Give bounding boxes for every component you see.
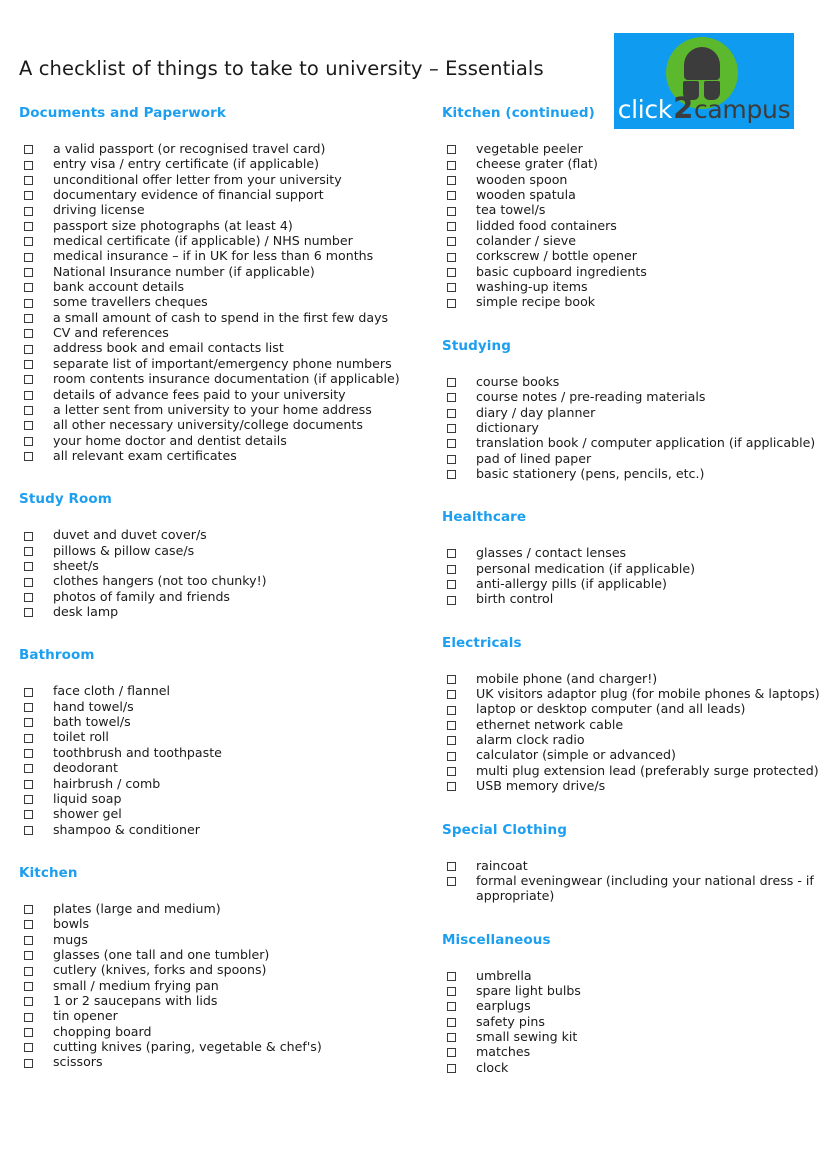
checkbox-icon[interactable] (24, 375, 33, 384)
checklist-item[interactable] (19, 433, 429, 448)
checklist-healthcare (442, 545, 824, 606)
checklist-item-label: a small amount of cash to spend in the first few days (53, 309, 389, 325)
checkbox-icon[interactable] (24, 593, 33, 602)
checklist-item[interactable] (442, 1044, 824, 1059)
checkbox-icon[interactable] (24, 406, 33, 415)
checklist-item-label: cutlery (knives, forks and spoons) (53, 962, 267, 978)
checkbox-icon[interactable] (24, 967, 33, 976)
checklist-item-label: raincoat (476, 857, 528, 873)
checklist-item-label: sheet/s (53, 558, 99, 574)
checklist-item-label: your home doctor and dentist details (53, 432, 287, 448)
checkbox-icon[interactable] (24, 951, 33, 960)
checkbox-icon[interactable] (447, 455, 456, 464)
checklist-item[interactable] (19, 901, 429, 916)
checkbox-icon[interactable] (447, 409, 456, 418)
checklist-item[interactable] (442, 701, 824, 716)
checkbox-icon[interactable] (24, 207, 33, 216)
checklist-item-label: anti-allergy pills (if applicable) (476, 575, 667, 591)
checklist-item-label: earplugs (476, 998, 531, 1014)
checkbox-icon[interactable] (447, 253, 456, 262)
checkbox-icon[interactable] (447, 862, 456, 871)
checkbox-icon[interactable] (447, 987, 456, 996)
checkbox-icon[interactable] (447, 565, 456, 574)
checklist-item[interactable] (19, 947, 429, 962)
checklist-item[interactable] (442, 279, 824, 294)
checkbox-icon[interactable] (24, 718, 33, 727)
checkbox-icon[interactable] (24, 578, 33, 587)
checklist-item-label: vegetable peeler (476, 141, 583, 156)
section-heading-special-clothing: Special Clothing (442, 821, 567, 838)
section-heading-kitchen-continued: Kitchen (continued) (442, 105, 595, 121)
checklist-item[interactable] (19, 776, 429, 791)
checklist-item[interactable] (442, 172, 824, 187)
checkbox-icon[interactable] (24, 1059, 33, 1068)
checklist-item-label: medical insurance – if in UK for less than 6 months (53, 248, 374, 264)
checklist-item[interactable] (19, 294, 429, 309)
checkbox-icon[interactable] (447, 378, 456, 387)
checkbox-icon[interactable] (447, 237, 456, 246)
checkbox-icon[interactable] (24, 452, 33, 461)
checklist-item[interactable] (442, 202, 824, 217)
checklist-item[interactable] (442, 998, 824, 1013)
checklist-item[interactable] (19, 264, 429, 279)
checkbox-icon[interactable] (447, 782, 456, 791)
checkbox-icon[interactable] (447, 283, 456, 292)
checkbox-icon[interactable] (447, 268, 456, 277)
checklist-item[interactable] (19, 699, 429, 714)
checkbox-icon[interactable] (24, 329, 33, 338)
checklist-item[interactable] (442, 873, 824, 904)
checklist-item[interactable] (19, 233, 429, 248)
checklist-item-label: simple recipe book (476, 294, 596, 310)
checklist-item[interactable] (19, 248, 429, 263)
checklist-item-label: calculator (simple or advanced) (476, 747, 676, 763)
checkbox-icon[interactable] (24, 826, 33, 835)
checklist-item-label: spare light bulbs (476, 982, 581, 998)
checklist-item-label: CV and references (53, 325, 169, 341)
checklist-item-label: scissors (53, 1054, 103, 1070)
checklist-item-label: formal eveningwear (including your national dress - if appropriate) (476, 872, 814, 904)
checklist-item[interactable] (442, 374, 824, 389)
checklist-item[interactable] (19, 527, 429, 542)
checklist-item[interactable] (19, 760, 429, 775)
checklist-item[interactable] (19, 187, 429, 202)
checklist-item-label: details of advance fees paid to your university (53, 386, 346, 402)
checkbox-icon[interactable] (24, 161, 33, 170)
logo-wordmark (614, 93, 794, 125)
checklist-item[interactable] (19, 714, 429, 729)
section-heading-kitchen: Kitchen (19, 864, 78, 881)
checklist-item[interactable] (19, 822, 429, 837)
checkbox-icon[interactable] (24, 268, 33, 277)
checklist-item[interactable] (442, 264, 824, 279)
checkbox-icon[interactable] (24, 982, 33, 991)
checkbox-icon[interactable] (24, 1043, 33, 1052)
checkbox-icon[interactable] (24, 1028, 33, 1037)
checklist-item-label: a letter sent from university to your home address (53, 401, 372, 417)
checklist-item-label: all other necessary university/college documents (53, 417, 363, 433)
checklist-miscellaneous (442, 968, 824, 1075)
checklist-item-label: shampoo & conditioner (53, 821, 200, 837)
checklist-item[interactable] (19, 417, 429, 432)
checklist-item[interactable] (442, 763, 824, 778)
checklist-item-label: photos of family and friends (53, 588, 230, 604)
checklist-item-label: hairbrush / comb (53, 775, 161, 791)
checklist-item-label: alarm clock radio (476, 732, 585, 748)
checklist-item[interactable] (442, 778, 824, 793)
checklist-item-label: personal medication (if applicable) (476, 560, 696, 576)
checklist-item[interactable] (442, 983, 824, 998)
checklist-item[interactable] (442, 747, 824, 762)
checklist-item[interactable] (19, 340, 429, 355)
checklist-item-label: dictionary (476, 419, 539, 435)
checklist-item[interactable] (19, 993, 429, 1008)
checkbox-icon[interactable] (447, 767, 456, 776)
checklist-item[interactable] (442, 233, 824, 248)
checklist-item-label: toilet roll (53, 729, 109, 745)
checklist-item[interactable] (19, 916, 429, 931)
checklist-item[interactable] (442, 451, 824, 466)
click2campus-logo (614, 33, 794, 129)
checklist-item-label: bowls (53, 916, 90, 932)
checklist-item-label: chopping board (53, 1023, 152, 1039)
page-title: A checklist of things to take to university – Essentials (19, 57, 544, 80)
checkbox-icon[interactable] (447, 721, 456, 730)
checkbox-icon[interactable] (447, 191, 456, 200)
checklist-item-label: 1 or 2 saucepans with lids (53, 993, 218, 1008)
checkbox-icon[interactable] (24, 360, 33, 369)
section-heading-healthcare: Healthcare (442, 509, 527, 526)
checklist-item-label: pad of lined paper (476, 450, 592, 466)
checkbox-icon[interactable] (24, 810, 33, 819)
checklist-electricals (442, 671, 824, 794)
checklist-item[interactable] (19, 932, 429, 947)
checklist-item-label: toothbrush and toothpaste (53, 744, 222, 760)
checklist-item[interactable] (442, 389, 824, 404)
checklist-item[interactable] (442, 1060, 824, 1075)
checkbox-icon[interactable] (24, 314, 33, 323)
checkbox-icon[interactable] (447, 1064, 456, 1073)
checklist-kitchen-continued (442, 141, 824, 310)
checklist-item-label: wooden spoon (476, 171, 568, 187)
checklist-item-label: safety pins (476, 1013, 545, 1029)
checkbox-icon[interactable] (447, 439, 456, 448)
checklist-item[interactable] (19, 729, 429, 744)
checklist-item[interactable] (442, 248, 824, 263)
checklist-studying (442, 374, 824, 481)
checkbox-icon[interactable] (24, 532, 33, 541)
checklist-item-label: small sewing kit (476, 1028, 578, 1044)
checklist-item-label: diary / day planner (476, 404, 596, 420)
checkbox-icon[interactable] (24, 780, 33, 789)
checklist-item[interactable] (19, 402, 429, 417)
checklist-item[interactable] (19, 962, 429, 977)
checklist-item[interactable] (442, 156, 824, 171)
checklist-item-label: plates (large and medium) (53, 900, 221, 916)
checklist-item-label: umbrella (476, 967, 532, 983)
checklist-item-label: matches (476, 1044, 531, 1060)
checklist-item-label: separate list of important/emergency phone numbers (53, 355, 392, 371)
checklist-item[interactable] (442, 671, 824, 686)
checklist-item-label: multi plug extension lead (preferably surge protected) (476, 762, 819, 778)
checklist-item[interactable] (19, 156, 429, 171)
checklist-item[interactable] (19, 202, 429, 217)
checklist-item[interactable] (19, 141, 429, 156)
checklist-item-label: glasses / contact lenses (476, 545, 627, 561)
checklist-item-label: basic stationery (pens, pencils, etc.) (476, 465, 705, 481)
checkbox-icon[interactable] (447, 549, 456, 558)
checkbox-icon[interactable] (447, 1033, 456, 1042)
checkbox-icon[interactable] (24, 345, 33, 354)
checklist-item-label: wooden spatula (476, 187, 576, 203)
checkbox-icon[interactable] (24, 299, 33, 308)
checkbox-icon[interactable] (447, 675, 456, 684)
checklist-item-label: pillows & pillow case/s (53, 542, 195, 558)
checkbox-icon[interactable] (447, 736, 456, 745)
graduation-cap-icon (684, 47, 720, 80)
checkbox-icon[interactable] (447, 752, 456, 761)
section-heading-miscellaneous: Miscellaneous (442, 931, 551, 948)
checklist-item[interactable] (442, 141, 824, 156)
checklist-item[interactable] (442, 187, 824, 202)
checkbox-icon[interactable] (447, 299, 456, 308)
checklist-item-label: cheese grater (flat) (476, 156, 598, 172)
checklist-item-label: deodorant (53, 760, 118, 776)
checkbox-icon[interactable] (447, 596, 456, 605)
checklist-item[interactable] (19, 806, 429, 821)
checklist-item-label: bath towel/s (53, 714, 131, 730)
checklist-item[interactable] (19, 1039, 429, 1054)
checklist-item[interactable] (19, 371, 429, 386)
checkbox-icon[interactable] (24, 176, 33, 185)
checklist-item-label: desk lamp (53, 604, 119, 620)
checkbox-icon[interactable] (447, 877, 456, 886)
checkbox-icon[interactable] (24, 191, 33, 200)
checklist-item-label: colander / sieve (476, 233, 577, 249)
checklist-item-label: laptop or desktop computer (and all leads) (476, 701, 746, 717)
checklist-item-label: tea towel/s (476, 202, 546, 218)
checklist-item-label: clothes hangers (not too chunky!) (53, 573, 267, 589)
checklist-item[interactable] (19, 543, 429, 558)
checklist-item-label: translation book / computer application (if applicable) (476, 435, 816, 451)
checkbox-icon[interactable] (447, 424, 456, 433)
checklist-item[interactable] (19, 791, 429, 806)
checklist-item-label: cutting knives (paring, vegetable & chef's) (53, 1039, 322, 1055)
checklist-item-label: medical certificate (if applicable) / NHS number (53, 233, 353, 249)
section-heading-study-room: Study Room (19, 491, 112, 508)
checklist-item[interactable] (19, 1024, 429, 1039)
checklist-item[interactable] (19, 683, 429, 698)
checklist-item[interactable] (442, 218, 824, 233)
checkbox-icon[interactable] (24, 936, 33, 945)
checklist-item-label: glasses (one tall and one tumbler) (53, 946, 270, 962)
checklist-item[interactable] (442, 591, 824, 606)
checkbox-icon[interactable] (24, 608, 33, 617)
checklist-item-label: lidded food containers (476, 217, 617, 233)
checkbox-icon[interactable] (24, 905, 33, 914)
checklist-item-label: tin opener (53, 1008, 118, 1024)
checklist-item[interactable] (19, 387, 429, 402)
checkbox-icon[interactable] (24, 547, 33, 556)
checkbox-icon[interactable] (24, 391, 33, 400)
section-heading-electricals: Electricals (442, 634, 522, 651)
checklist-item-label: liquid soap (53, 790, 122, 806)
checklist-item[interactable] (19, 573, 429, 588)
checkbox-icon[interactable] (447, 207, 456, 216)
checkbox-icon[interactable] (447, 1002, 456, 1011)
checklist-item[interactable] (19, 279, 429, 294)
checklist-item-label: duvet and duvet cover/s (53, 527, 207, 543)
checklist-item-label: clock (476, 1059, 509, 1075)
checklist-item-label: address book and email contacts list (53, 340, 284, 356)
checklist-item-label: all relevant exam certificates (53, 447, 237, 463)
checkbox-icon[interactable] (447, 1018, 456, 1027)
checklist-item-label: some travellers cheques (53, 294, 208, 310)
checkbox-icon[interactable] (447, 222, 456, 231)
checklist-item-label: ethernet network cable (476, 716, 624, 732)
checklist-item[interactable] (442, 1014, 824, 1029)
checkbox-icon[interactable] (24, 421, 33, 430)
checklist-item[interactable] (442, 294, 824, 309)
checkbox-icon[interactable] (24, 997, 33, 1006)
checklist-item-label: room contents insurance documentation (if applicable) (53, 371, 400, 387)
logo-text-two: 2 (673, 91, 693, 125)
checkbox-icon[interactable] (24, 253, 33, 262)
checklist-item[interactable] (19, 448, 429, 463)
checklist-item[interactable] (442, 561, 824, 576)
checkbox-icon[interactable] (24, 734, 33, 743)
checklist-item[interactable] (19, 745, 429, 760)
checklist-item[interactable] (442, 576, 824, 591)
checklist-item-label: passport size photographs (at least 4) (53, 217, 293, 233)
checkbox-icon[interactable] (447, 706, 456, 715)
section-heading-documents-and-paperwork: Documents and Paperwork (19, 105, 227, 121)
checklist-item-label: small / medium frying pan (53, 977, 219, 993)
checkbox-icon[interactable] (447, 470, 456, 479)
checklist-item[interactable] (19, 356, 429, 371)
checklist-item[interactable] (442, 545, 824, 560)
checklist-item-label: documentary evidence of financial support (53, 187, 324, 203)
checklist-item-label: washing-up items (476, 279, 588, 295)
checklist-item[interactable] (442, 405, 824, 420)
checklist-study-room (19, 527, 429, 619)
checklist-item[interactable] (442, 968, 824, 983)
checklist-item-label: face cloth / flannel (53, 683, 170, 699)
checklist-item[interactable] (442, 1029, 824, 1044)
checkbox-icon[interactable] (24, 283, 33, 292)
checklist-item[interactable] (442, 435, 824, 450)
checkbox-icon[interactable] (24, 437, 33, 446)
checklist-item-label: mobile phone (and charger!) (476, 670, 658, 686)
checklist-item-label: course notes / pre-reading materials (476, 389, 706, 405)
checkbox-icon[interactable] (447, 1048, 456, 1057)
checkbox-icon[interactable] (447, 161, 456, 170)
checkbox-icon[interactable] (24, 562, 33, 571)
checklist-special-clothing (442, 858, 824, 904)
section-heading-studying: Studying (442, 337, 511, 354)
checklist-item[interactable] (19, 589, 429, 604)
checklist-item-label: basic cupboard ingredients (476, 263, 647, 279)
checklist-item-label: birth control (476, 591, 554, 607)
checkbox-icon[interactable] (24, 703, 33, 712)
checkbox-icon[interactable] (24, 237, 33, 246)
checklist-item-label: course books (476, 373, 560, 389)
checklist-item-label: UK visitors adaptor plug (for mobile phones & laptops) (476, 686, 820, 702)
checklist-item[interactable] (442, 717, 824, 732)
checklist-item[interactable] (19, 325, 429, 340)
checkbox-icon[interactable] (447, 690, 456, 699)
checklist-item[interactable] (442, 732, 824, 747)
section-heading-bathroom: Bathroom (19, 647, 95, 664)
checkbox-icon[interactable] (24, 145, 33, 154)
checklist-item-label: bank account details (53, 279, 185, 295)
checkbox-icon[interactable] (24, 764, 33, 773)
checkbox-icon[interactable] (447, 176, 456, 185)
checklist-item[interactable] (19, 978, 429, 993)
checkbox-icon[interactable] (447, 393, 456, 402)
checklist-item[interactable] (19, 310, 429, 325)
logo-text-campus: campus (693, 95, 791, 124)
checklist-item[interactable] (442, 858, 824, 873)
checklist-item[interactable] (19, 218, 429, 233)
checklist-item-label: corkscrew / bottle opener (476, 248, 637, 264)
checkbox-icon[interactable] (24, 688, 33, 697)
checkbox-icon[interactable] (447, 145, 456, 154)
logo-text-click: click (617, 95, 673, 124)
checkbox-icon[interactable] (24, 1013, 33, 1022)
checkbox-icon[interactable] (24, 920, 33, 929)
checklist-kitchen (19, 901, 429, 1070)
checklist-item[interactable] (19, 1054, 429, 1069)
checklist-item-label: mugs (53, 931, 88, 947)
checkbox-icon[interactable] (447, 580, 456, 589)
checkbox-icon[interactable] (24, 749, 33, 758)
checklist-item[interactable] (19, 1008, 429, 1023)
checklist-item[interactable] (19, 172, 429, 187)
checklist-item-label: USB memory drive/s (476, 778, 606, 794)
checklist-item-label: unconditional offer letter from your university (53, 171, 342, 187)
checklist-item-label: entry visa / entry certificate (if applicable) (53, 156, 319, 172)
checklist-item-label: shower gel (53, 806, 122, 822)
checklist-bathroom (19, 683, 429, 836)
checklist-item[interactable] (442, 420, 824, 435)
checklist-documents-and-paperwork (19, 141, 429, 463)
checklist-item-label: National Insurance number (if applicable) (53, 263, 315, 279)
checkbox-icon[interactable] (447, 972, 456, 981)
checklist-item-label: hand towel/s (53, 698, 134, 714)
checklist-item-label: a valid passport (or recognised travel card) (53, 141, 326, 156)
checkbox-icon[interactable] (24, 795, 33, 804)
checkbox-icon[interactable] (24, 222, 33, 231)
checklist-item[interactable] (19, 604, 429, 619)
checklist-item[interactable] (19, 558, 429, 573)
checklist-item[interactable] (442, 686, 824, 701)
checklist-item[interactable] (442, 466, 824, 481)
checklist-item-label: driving license (53, 202, 145, 218)
